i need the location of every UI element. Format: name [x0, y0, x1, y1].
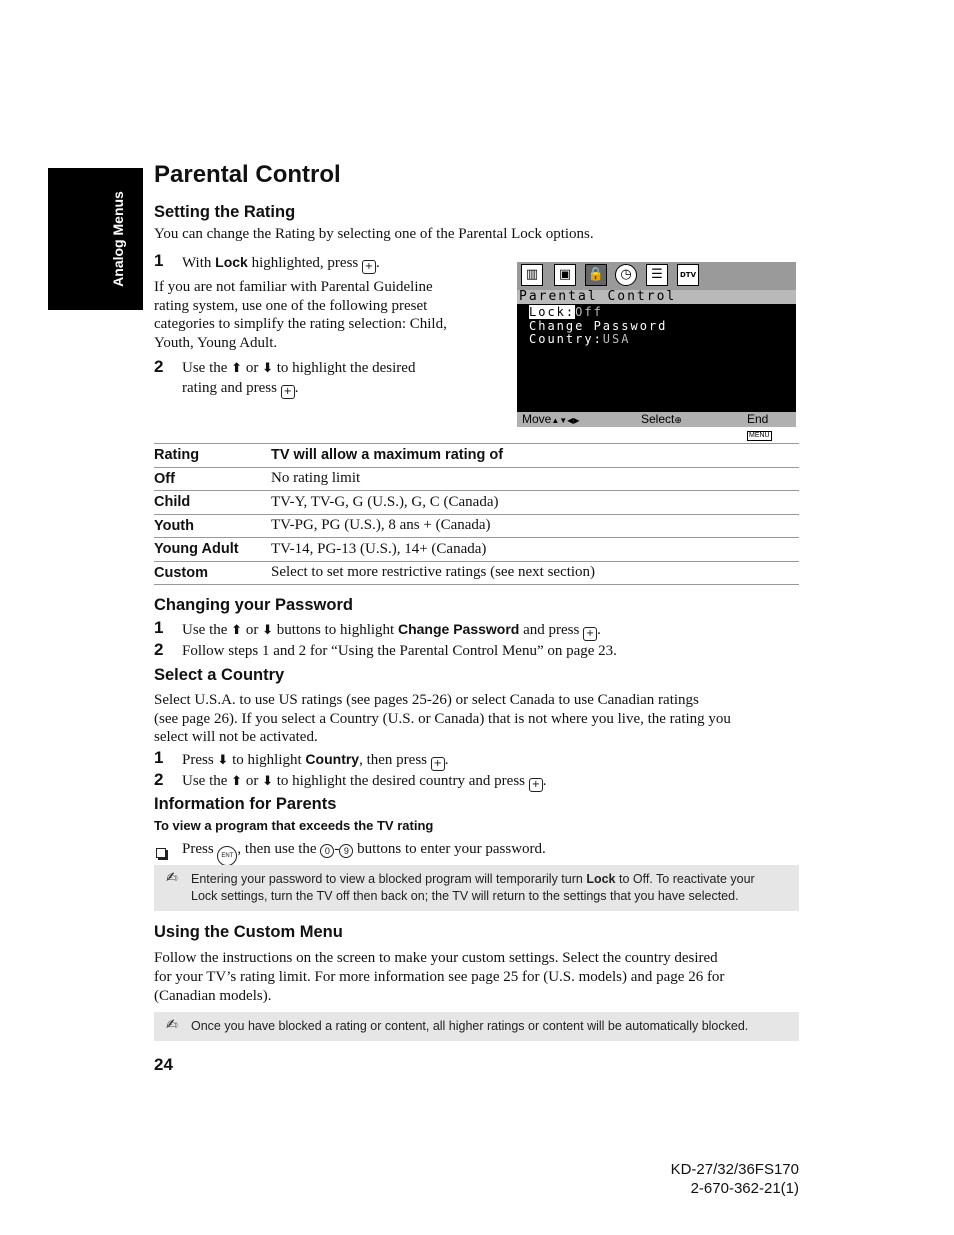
- rating-cell: Youth: [154, 514, 271, 538]
- rating-cell: Young Adult: [154, 538, 271, 562]
- tv-lock-value: Off: [575, 305, 603, 319]
- allow-cell: Select to set more restrictive ratings (see next section): [271, 561, 799, 585]
- select-button-icon: +: [362, 260, 376, 274]
- text: Press: [182, 752, 218, 768]
- tv-menu-title: Parental Control: [517, 290, 796, 304]
- up-arrow-icon: ⬆: [231, 774, 243, 789]
- table-row: [154, 538, 799, 562]
- down-arrow-icon: ⬇: [262, 774, 273, 789]
- tv-icon-bar: [517, 262, 796, 290]
- parents-heading: Information for Parents: [154, 795, 337, 813]
- parents-item: Press ENT , then use the 0 - 9 buttons to enter your password.: [182, 840, 546, 866]
- parents-subheading: To view a program that exceeds the TV rating: [154, 818, 434, 833]
- text: to highlight: [228, 752, 306, 768]
- password-step-2: Follow steps 1 and 2 for “Using the Parental Control Menu” on page 23.: [182, 643, 617, 659]
- select-button-icon: +: [583, 627, 597, 641]
- digit-0-button-icon: 0: [320, 844, 334, 858]
- text: buttons to enter your password.: [353, 841, 546, 857]
- down-arrow-icon: ⬇: [217, 753, 229, 768]
- text: to Off. To reactivate your: [615, 872, 755, 886]
- text: , then press: [359, 752, 431, 768]
- text: Entering your password to view a blocked program will temporarily turn: [191, 872, 587, 886]
- text: buttons to highlight: [272, 622, 398, 638]
- ent-button-icon: ENT: [217, 846, 237, 866]
- text: rating and press: [182, 379, 281, 396]
- note-pen-icon: ✍: [166, 1017, 178, 1033]
- tv-footer-select: Select: [641, 412, 675, 426]
- custom-menu-heading: Using the Custom Menu: [154, 923, 343, 941]
- select-button-icon: +: [281, 385, 295, 399]
- setting-step-1: With Lock highlighted, press + .: [182, 254, 380, 272]
- setting-rating-intro: You can change the Rating by selecting one of the Parental Lock options.: [154, 226, 594, 242]
- text: Use the: [182, 360, 232, 376]
- para-line: Follow the instructions on the screen to make your custom settings. Select the country desired: [154, 950, 718, 966]
- para-line: select will not be activated.: [154, 729, 318, 745]
- tv-lock-icon: 🔒: [585, 264, 607, 286]
- tv-footer-end: End: [747, 412, 769, 426]
- tv-lock-label: Lock:: [529, 305, 576, 319]
- custom-menu-paragraph: [154, 949, 724, 1006]
- parents-note: [154, 865, 799, 911]
- text: , then use the: [237, 841, 321, 857]
- rating-cell: Custom: [154, 561, 271, 585]
- text: Use the: [182, 622, 232, 638]
- section-side-tab: [48, 168, 143, 310]
- tv-country-value: USA: [602, 332, 631, 346]
- tv-menu-items: [529, 306, 667, 347]
- table-header-row: [154, 444, 799, 468]
- tv-setup-icon: ☰: [646, 264, 668, 286]
- page-title: Parental Control: [154, 161, 341, 188]
- text: or: [242, 360, 263, 376]
- text: Once you have blocked a rating or content, all higher ratings or content will be automatically blocked.: [191, 1019, 749, 1033]
- side-tab-label: Analog Menus: [110, 191, 126, 287]
- allow-cell: TV-PG, PG (U.S.), 8 ans + (Canada): [271, 514, 799, 538]
- change-password-term: Change Password: [397, 621, 520, 637]
- para-line: categories to simplify the rating selection: Child,: [154, 316, 447, 332]
- password-step-1: Use the ⬆ or ⬇ buttons to highlight Change Password and press + .: [182, 621, 601, 639]
- table-row: [154, 491, 799, 515]
- text: Press: [182, 841, 218, 857]
- footer-model-info: [671, 1160, 799, 1198]
- para-line: (see page 26). If you select a Country (U.S. or Canada) that is not where you live, the rating you: [154, 710, 731, 727]
- text: or: [242, 773, 263, 789]
- select-button-icon: +: [529, 778, 543, 792]
- digit-9-button-icon: 9: [339, 844, 353, 858]
- down-arrow-icon: ⬇: [262, 623, 273, 638]
- note-pen-icon: ✍: [166, 870, 178, 886]
- text: Use the: [182, 773, 232, 789]
- country-paragraph: [154, 691, 731, 747]
- text: highlighted, press: [247, 255, 362, 271]
- step-number: 2: [154, 770, 164, 789]
- tv-footer-move: Move: [522, 412, 552, 426]
- tv-menu-screen: [517, 262, 796, 439]
- lock-term: Lock: [586, 872, 616, 886]
- table-row: [154, 514, 799, 538]
- header-rating: Rating: [154, 444, 271, 468]
- allow-cell: TV-14, PG-13 (U.S.), 14+ (Canada): [271, 538, 799, 562]
- menu-button-icon: MENU: [749, 432, 770, 439]
- rating-table: [154, 443, 799, 585]
- change-password-heading: Changing your Password: [154, 596, 353, 614]
- text: to highlight the desired country and press: [272, 773, 529, 789]
- allow-cell: TV-Y, TV-G, G (U.S.), G, C (Canada): [271, 491, 799, 515]
- para-line: (Canadian models).: [154, 988, 272, 1004]
- step-number: 2: [154, 640, 164, 659]
- tv-change-password: Change Password: [529, 318, 668, 333]
- country-step-2: Use the ⬆ or ⬇ to highlight the desired country and press + .: [182, 773, 547, 790]
- tv-country-label: Country:: [529, 332, 603, 346]
- tv-sound-icon: ▣: [554, 264, 576, 286]
- para-line: for your TV’s rating limit. For more information see page 25 for (U.S. models) and page 26 for: [154, 969, 725, 985]
- allow-cell: No rating limit: [271, 467, 799, 491]
- page-number: 24: [154, 1055, 173, 1074]
- country-heading: Select a Country: [154, 666, 285, 684]
- down-arrow-icon: ⬇: [262, 361, 273, 376]
- lock-term: Lock: [215, 254, 248, 270]
- step-number: 2: [154, 357, 164, 376]
- country-step-1: Press ⬇ to highlight Country, then press + .: [182, 751, 449, 769]
- text: to highlight the desired: [272, 360, 416, 376]
- text: Lock settings, turn the TV off then back on; the TV will return to the settings that you have selected.: [191, 889, 739, 903]
- para-line: rating system, use one of the following preset: [154, 297, 428, 314]
- country-term: Country: [305, 751, 360, 767]
- tv-footer-bar: [517, 412, 796, 439]
- para-line: If you are not familiar with Parental Guideline: [154, 279, 433, 295]
- text: With: [182, 255, 216, 271]
- move-arrows-icon: ▲▼◀▶: [551, 416, 580, 425]
- step-number: 1: [154, 618, 164, 637]
- rating-cell: Child: [154, 491, 271, 515]
- setting-step-2: Use the ⬆ or ⬇ to highlight the desired rating and press + .: [182, 360, 416, 397]
- up-arrow-icon: ⬆: [231, 361, 243, 376]
- text: or: [242, 622, 263, 638]
- select-button-icon: +: [431, 757, 445, 771]
- up-arrow-icon: ⬆: [231, 623, 243, 638]
- model-number: KD-27/32/36FS170: [670, 1161, 799, 1178]
- setting-rating-heading: Setting the Rating: [154, 203, 296, 221]
- step-number: 1: [154, 748, 164, 767]
- header-allow: TV will allow a maximum rating of: [271, 444, 799, 468]
- text: and press: [519, 622, 584, 638]
- para-line: Select U.S.A. to use US ratings (see pages 25-26) or select Canada to use Canadian ratings: [154, 692, 699, 708]
- tv-clock-icon: ◷: [615, 264, 637, 286]
- table-row: [154, 467, 799, 491]
- table-row: [154, 561, 799, 585]
- rating-cell: Off: [154, 467, 271, 491]
- document-code: 2-670-362-21(1): [690, 1180, 799, 1197]
- setting-rating-paragraph: [154, 278, 447, 352]
- tv-picture-icon: ▥: [521, 264, 543, 286]
- custom-menu-note: [154, 1012, 799, 1041]
- checkbox-bullet-icon: [156, 845, 166, 863]
- tv-dtv-icon: DTV: [677, 264, 699, 286]
- step-number: 1: [154, 251, 164, 270]
- select-button-icon: ⊕: [674, 415, 682, 425]
- para-line: Youth, Young Adult.: [154, 334, 278, 351]
